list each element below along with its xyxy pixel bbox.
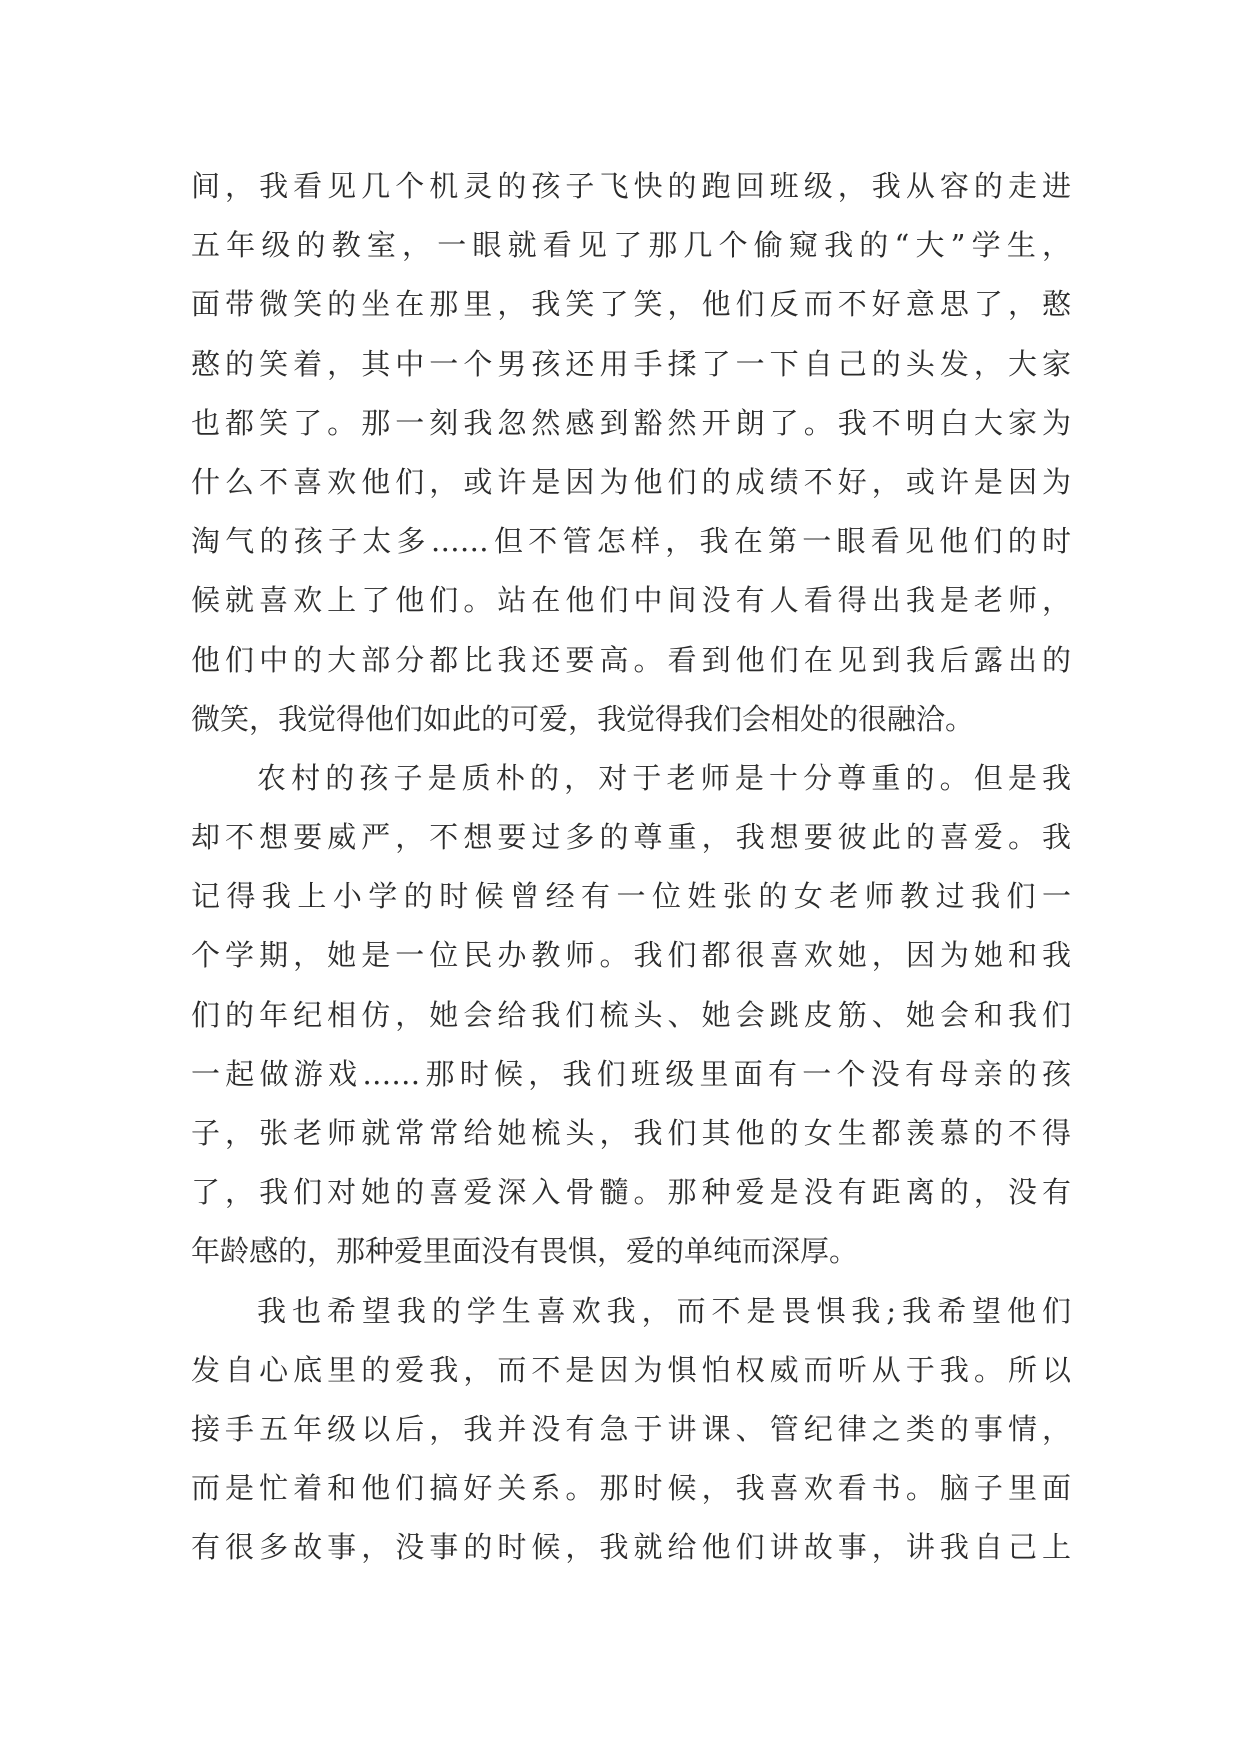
text-line: 间，我看见几个机灵的孩子飞快的跑回班级，我从容的走进 xyxy=(191,169,1071,203)
text-line: 憨的笑着，其中一个男孩还用手揉了一下自己的头发，大家 xyxy=(191,346,1071,381)
text-line: 们的年纪相仿，她会给我们梳头、她会跳皮筋、她会和我们 xyxy=(191,997,1071,1032)
text-line: 面带微笑的坐在那里，我笑了笑，他们反而不好意思了，憨 xyxy=(191,287,1071,322)
text-line: 个学期，她是一位民办教师。我们都很喜欢她，因为她和我 xyxy=(191,938,1071,973)
text-line: 接手五年级以后，我并没有急于讲课、管纪律之类的事情， xyxy=(191,1411,1071,1446)
text-line: 也都笑了。那一刻我忽然感到豁然开朗了。我不明白大家为 xyxy=(191,405,1071,440)
text-line: 而是忙着和他们搞好关系。那时候，我喜欢看书。脑子里面 xyxy=(191,1471,1071,1506)
text-line: 有很多故事，没事的时候，我就给他们讲故事，讲我自己上 xyxy=(191,1530,1071,1565)
text-line: 微笑，我觉得他们如此的可爱，我觉得我们会相处的很融洽。 xyxy=(191,701,975,736)
text-line: 什么不喜欢他们，或许是因为他们的成绩不好，或许是因为 xyxy=(191,464,1071,499)
text-line: 他们中的大部分都比我还要高。看到他们在见到我后露出的 xyxy=(191,642,1071,677)
text-line: 记得我上小学的时候曾经有一位姓张的女老师教过我们一 xyxy=(191,879,1071,914)
paragraph-first-line: 农村的孩子是质朴的，对于老师是十分尊重的。但是我 xyxy=(257,760,1071,795)
text-line: 子，张老师就常常给她梳头，我们其他的女生都羡慕的不得 xyxy=(191,1116,1071,1150)
text-line: 却不想要威严，不想要过多的尊重，我想要彼此的喜爱。我 xyxy=(191,820,1071,855)
paragraph-first-line: 我也希望我的学生喜欢我，而不是畏惧我;我希望他们 xyxy=(257,1293,1071,1328)
body-text xyxy=(191,157,1071,1578)
text-line: 发自心底里的爱我，而不是因为惧怕权威而听从于我。所以 xyxy=(191,1352,1071,1387)
text-line: 五年级的教室，一眼就看见了那几个偷窥我的“大”学生， xyxy=(191,228,1071,263)
text-line: 一起做游戏……那时候，我们班级里面有一个没有母亲的孩 xyxy=(191,1056,1071,1091)
text-line: 年龄感的，那种爱里面没有畏惧，爱的单纯而深厚。 xyxy=(191,1234,859,1269)
text-line: 了，我们对她的喜爱深入骨髓。那种爱是没有距离的，没有 xyxy=(191,1175,1071,1210)
text-line: 淘气的孩子太多……但不管怎样，我在第一眼看见他们的时 xyxy=(191,524,1071,559)
text-line: 候就喜欢上了他们。站在他们中间没有人看得出我是老师， xyxy=(191,583,1071,618)
